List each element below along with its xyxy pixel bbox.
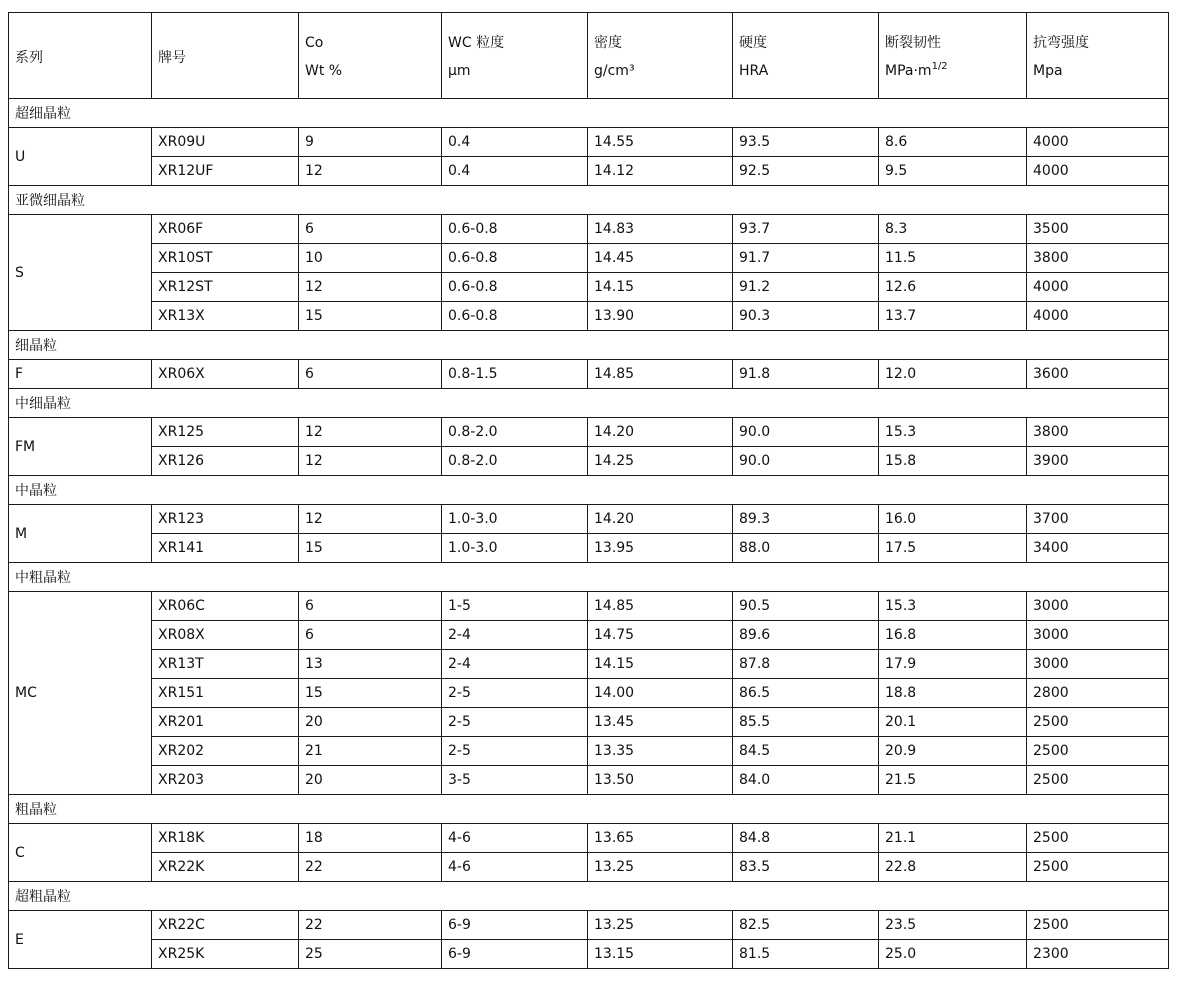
- table-row: [9, 621, 1169, 650]
- header-co: [299, 13, 442, 99]
- strength-cell: 3000: [1027, 650, 1169, 679]
- wc-size-cell: 0.6-0.8: [442, 273, 588, 302]
- toughness-cell: 12.0: [879, 360, 1027, 389]
- wc-size-cell: 2-4: [442, 621, 588, 650]
- density-cell: 14.15: [588, 650, 733, 679]
- toughness-cell: 8.3: [879, 215, 1027, 244]
- group-title: 粗晶粒: [9, 795, 1169, 824]
- group-title: 亚微细晶粒: [9, 186, 1169, 215]
- group-title: 超细晶粒: [9, 99, 1169, 128]
- hardness-cell: 89.3: [733, 505, 879, 534]
- grade-cell: XR151: [152, 679, 299, 708]
- header-wc-unit: μm: [448, 62, 471, 79]
- co-cell: 15: [299, 302, 442, 331]
- density-cell: 14.85: [588, 592, 733, 621]
- hardness-cell: 83.5: [733, 853, 879, 882]
- density-cell: 14.55: [588, 128, 733, 157]
- toughness-cell: 15.3: [879, 418, 1027, 447]
- strength-cell: 3600: [1027, 360, 1169, 389]
- wc-size-cell: 0.6-0.8: [442, 302, 588, 331]
- header-density-unit: g/cm³: [594, 62, 635, 79]
- series-code-cell: M: [9, 505, 152, 563]
- co-cell: 12: [299, 418, 442, 447]
- wc-size-cell: 2-4: [442, 650, 588, 679]
- hardness-cell: 91.8: [733, 360, 879, 389]
- co-cell: 12: [299, 273, 442, 302]
- table-row: [9, 360, 1169, 389]
- hardness-cell: 92.5: [733, 157, 879, 186]
- co-cell: 20: [299, 708, 442, 737]
- strength-cell: 3800: [1027, 418, 1169, 447]
- grade-cell: XR22K: [152, 853, 299, 882]
- grade-cell: XR203: [152, 766, 299, 795]
- wc-size-cell: 6-9: [442, 940, 588, 969]
- toughness-cell: 8.6: [879, 128, 1027, 157]
- table-row: [9, 418, 1169, 447]
- wc-size-cell: 6-9: [442, 911, 588, 940]
- co-cell: 12: [299, 157, 442, 186]
- density-cell: 13.45: [588, 708, 733, 737]
- hardness-cell: 88.0: [733, 534, 879, 563]
- density-cell: 14.83: [588, 215, 733, 244]
- wc-size-cell: 3-5: [442, 766, 588, 795]
- series-code-cell: FM: [9, 418, 152, 476]
- toughness-cell: 21.1: [879, 824, 1027, 853]
- header-density-label: 密度: [594, 34, 622, 51]
- strength-cell: 3900: [1027, 447, 1169, 476]
- co-cell: 21: [299, 737, 442, 766]
- hardness-cell: 82.5: [733, 911, 879, 940]
- table-row: [9, 853, 1169, 882]
- grade-cell: XR126: [152, 447, 299, 476]
- wc-size-cell: 2-5: [442, 708, 588, 737]
- strength-cell: 2500: [1027, 824, 1169, 853]
- co-cell: 18: [299, 824, 442, 853]
- strength-cell: 3500: [1027, 215, 1169, 244]
- hardness-cell: 93.5: [733, 128, 879, 157]
- header-wc-label: WC 粒度: [448, 34, 505, 51]
- strength-cell: 2300: [1027, 940, 1169, 969]
- grade-cell: XR25K: [152, 940, 299, 969]
- group-title: 中粗晶粒: [9, 563, 1169, 592]
- group-title: 中细晶粒: [9, 389, 1169, 418]
- wc-size-cell: 0.4: [442, 128, 588, 157]
- density-cell: 14.12: [588, 157, 733, 186]
- header-strength: [1027, 13, 1169, 99]
- co-cell: 12: [299, 505, 442, 534]
- grade-cell: XR22C: [152, 911, 299, 940]
- density-cell: 13.65: [588, 824, 733, 853]
- strength-cell: 4000: [1027, 302, 1169, 331]
- wc-size-cell: 2-5: [442, 679, 588, 708]
- hardness-cell: 91.7: [733, 244, 879, 273]
- group-title-row: [9, 795, 1169, 824]
- strength-cell: 3700: [1027, 505, 1169, 534]
- density-cell: 14.45: [588, 244, 733, 273]
- table-row: [9, 244, 1169, 273]
- hardness-cell: 90.5: [733, 592, 879, 621]
- group-title: 超粗晶粒: [9, 882, 1169, 911]
- density-cell: 13.25: [588, 853, 733, 882]
- header-strength-unit: Mpa: [1033, 62, 1063, 79]
- grade-cell: XR12UF: [152, 157, 299, 186]
- table-row: [9, 505, 1169, 534]
- co-cell: 9: [299, 128, 442, 157]
- table-row: [9, 824, 1169, 853]
- density-cell: 14.20: [588, 505, 733, 534]
- group-title: 中晶粒: [9, 476, 1169, 505]
- group-title: 细晶粒: [9, 331, 1169, 360]
- header-co-label: Co: [305, 34, 324, 51]
- wc-size-cell: 2-5: [442, 737, 588, 766]
- co-cell: 15: [299, 679, 442, 708]
- table-row: [9, 302, 1169, 331]
- strength-cell: 2500: [1027, 766, 1169, 795]
- table-row: [9, 215, 1169, 244]
- density-cell: 13.35: [588, 737, 733, 766]
- toughness-cell: 20.9: [879, 737, 1027, 766]
- density-cell: 13.90: [588, 302, 733, 331]
- toughness-cell: 17.5: [879, 534, 1027, 563]
- strength-cell: 3000: [1027, 592, 1169, 621]
- header-wc: [442, 13, 588, 99]
- grade-cell: XR08X: [152, 621, 299, 650]
- grade-cell: XR09U: [152, 128, 299, 157]
- grade-cell: XR201: [152, 708, 299, 737]
- grade-cell: XR202: [152, 737, 299, 766]
- wc-size-cell: 1-5: [442, 592, 588, 621]
- hardness-cell: 84.5: [733, 737, 879, 766]
- strength-cell: 2500: [1027, 911, 1169, 940]
- grade-cell: XR10ST: [152, 244, 299, 273]
- strength-cell: 3000: [1027, 621, 1169, 650]
- hardness-cell: 84.8: [733, 824, 879, 853]
- density-cell: 14.25: [588, 447, 733, 476]
- toughness-cell: 12.6: [879, 273, 1027, 302]
- hardness-cell: 85.5: [733, 708, 879, 737]
- table-row: [9, 447, 1169, 476]
- header-toughness-label: 断裂韧性: [885, 34, 941, 51]
- strength-cell: 4000: [1027, 273, 1169, 302]
- table-row: [9, 273, 1169, 302]
- wc-size-cell: 1.0-3.0: [442, 505, 588, 534]
- toughness-cell: 25.0: [879, 940, 1027, 969]
- grade-cell: XR12ST: [152, 273, 299, 302]
- strength-cell: 2500: [1027, 853, 1169, 882]
- co-cell: 6: [299, 215, 442, 244]
- hardness-cell: 86.5: [733, 679, 879, 708]
- strength-cell: 2800: [1027, 679, 1169, 708]
- strength-cell: 2500: [1027, 708, 1169, 737]
- toughness-cell: 16.0: [879, 505, 1027, 534]
- co-cell: 22: [299, 853, 442, 882]
- series-code-cell: F: [9, 360, 152, 389]
- header-co-unit: Wt %: [305, 62, 343, 79]
- hardness-cell: 84.0: [733, 766, 879, 795]
- table-row: [9, 592, 1169, 621]
- wc-size-cell: 0.8-2.0: [442, 418, 588, 447]
- density-cell: 13.50: [588, 766, 733, 795]
- toughness-cell: 22.8: [879, 853, 1027, 882]
- toughness-cell: 15.8: [879, 447, 1027, 476]
- toughness-cell: 16.8: [879, 621, 1027, 650]
- toughness-cell: 9.5: [879, 157, 1027, 186]
- hardness-cell: 81.5: [733, 940, 879, 969]
- strength-cell: 4000: [1027, 128, 1169, 157]
- hardness-cell: 90.0: [733, 418, 879, 447]
- header-density: [588, 13, 733, 99]
- table-row: [9, 708, 1169, 737]
- density-cell: 14.85: [588, 360, 733, 389]
- wc-size-cell: 4-6: [442, 824, 588, 853]
- density-cell: 14.75: [588, 621, 733, 650]
- density-cell: 14.00: [588, 679, 733, 708]
- toughness-cell: 15.3: [879, 592, 1027, 621]
- table-row: [9, 737, 1169, 766]
- series-code-cell: U: [9, 128, 152, 186]
- toughness-cell: 18.8: [879, 679, 1027, 708]
- header-hardness: [733, 13, 879, 99]
- hardness-cell: 93.7: [733, 215, 879, 244]
- toughness-cell: 17.9: [879, 650, 1027, 679]
- toughness-cell: 21.5: [879, 766, 1027, 795]
- co-cell: 15: [299, 534, 442, 563]
- co-cell: 6: [299, 592, 442, 621]
- table-row: [9, 157, 1169, 186]
- co-cell: 20: [299, 766, 442, 795]
- series-code-cell: E: [9, 911, 152, 969]
- wc-size-cell: 1.0-3.0: [442, 534, 588, 563]
- density-cell: 14.15: [588, 273, 733, 302]
- wc-size-cell: 0.4: [442, 157, 588, 186]
- hardness-cell: 89.6: [733, 621, 879, 650]
- table-row: [9, 940, 1169, 969]
- hardness-cell: 91.2: [733, 273, 879, 302]
- toughness-cell: 23.5: [879, 911, 1027, 940]
- grade-cell: XR123: [152, 505, 299, 534]
- group-title-row: [9, 99, 1169, 128]
- hardness-cell: 90.0: [733, 447, 879, 476]
- group-title-row: [9, 882, 1169, 911]
- header-grade: 牌号: [152, 13, 299, 99]
- table-row: [9, 650, 1169, 679]
- toughness-cell: 13.7: [879, 302, 1027, 331]
- table-row: [9, 911, 1169, 940]
- strength-cell: 3800: [1027, 244, 1169, 273]
- series-code-cell: MC: [9, 592, 152, 795]
- wc-size-cell: 0.6-0.8: [442, 244, 588, 273]
- co-cell: 6: [299, 360, 442, 389]
- co-cell: 25: [299, 940, 442, 969]
- header-toughness: [879, 13, 1027, 99]
- wc-size-cell: 0.8-1.5: [442, 360, 588, 389]
- group-title-row: [9, 389, 1169, 418]
- header-hardness-unit: HRA: [739, 62, 769, 79]
- header-series: 系列: [9, 13, 152, 99]
- wc-size-cell: 0.8-2.0: [442, 447, 588, 476]
- wc-size-cell: 0.6-0.8: [442, 215, 588, 244]
- co-cell: 10: [299, 244, 442, 273]
- hardness-cell: 87.8: [733, 650, 879, 679]
- strength-cell: 2500: [1027, 737, 1169, 766]
- wc-size-cell: 4-6: [442, 853, 588, 882]
- co-cell: 12: [299, 447, 442, 476]
- grade-cell: XR141: [152, 534, 299, 563]
- header-toughness-unit: $MPa\cdot m^{1/2}$: [885, 60, 948, 79]
- group-title-row: [9, 563, 1169, 592]
- grade-cell: XR06F: [152, 215, 299, 244]
- group-title-row: [9, 476, 1169, 505]
- group-title-row: [9, 331, 1169, 360]
- density-cell: 13.95: [588, 534, 733, 563]
- header-row: [9, 13, 1169, 99]
- group-title-row: [9, 186, 1169, 215]
- header-strength-label: 抗弯强度: [1033, 34, 1089, 51]
- co-cell: 13: [299, 650, 442, 679]
- hardness-cell: 90.3: [733, 302, 879, 331]
- series-code-cell: S: [9, 215, 152, 331]
- series-code-cell: C: [9, 824, 152, 882]
- grade-cell: XR13T: [152, 650, 299, 679]
- carbide-grade-table: [8, 12, 1169, 969]
- grade-cell: XR13X: [152, 302, 299, 331]
- toughness-cell: 11.5: [879, 244, 1027, 273]
- table-row: [9, 128, 1169, 157]
- grade-cell: XR18K: [152, 824, 299, 853]
- grade-cell: XR125: [152, 418, 299, 447]
- table-row: [9, 534, 1169, 563]
- co-cell: 6: [299, 621, 442, 650]
- density-cell: 13.25: [588, 911, 733, 940]
- header-hardness-label: 硬度: [739, 34, 767, 51]
- density-cell: 14.20: [588, 418, 733, 447]
- strength-cell: 3400: [1027, 534, 1169, 563]
- toughness-cell: 20.1: [879, 708, 1027, 737]
- table-row: [9, 766, 1169, 795]
- density-cell: 13.15: [588, 940, 733, 969]
- co-cell: 22: [299, 911, 442, 940]
- table-row: [9, 679, 1169, 708]
- strength-cell: 4000: [1027, 157, 1169, 186]
- grade-cell: XR06X: [152, 360, 299, 389]
- grade-cell: XR06C: [152, 592, 299, 621]
- header-toughness-exponent: 1/2: [931, 60, 948, 72]
